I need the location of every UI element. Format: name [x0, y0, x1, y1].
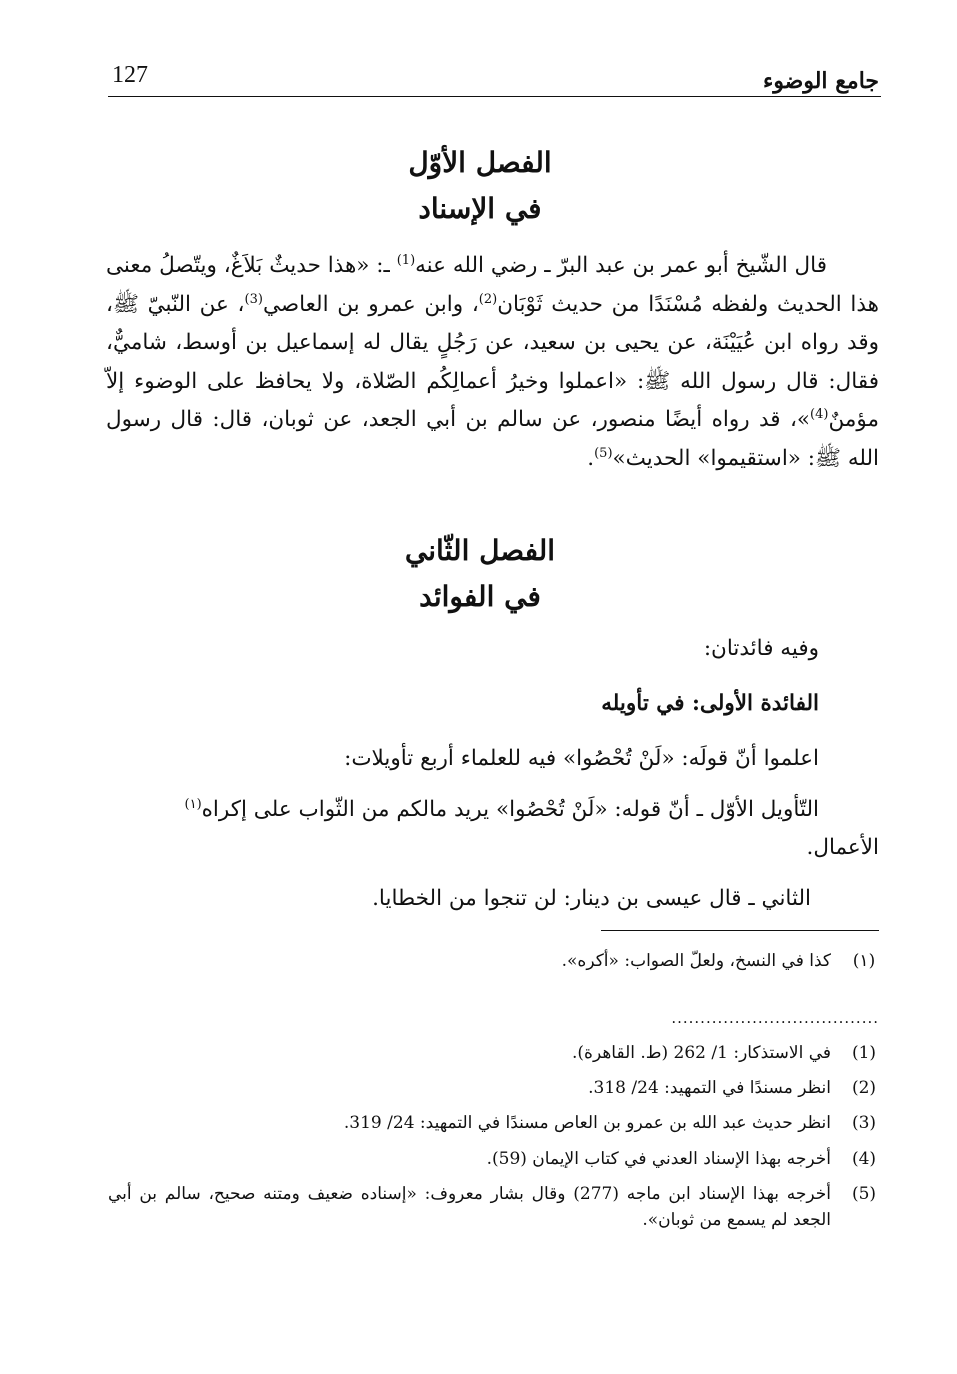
second-interpretation: الثاني ـ قال عيسى بن دينار: لن تنجوا من الخطايا. [372, 886, 811, 911]
footnote-item [108, 1075, 879, 1101]
chapter-one-heading [300, 140, 660, 232]
footnote-ref-1[interactable]: (1) [396, 252, 416, 268]
footnote-ref-2[interactable]: (2) [478, 291, 498, 307]
paragraph-text-mid4: »، قد رواه أيضًا منصور، عن سالم بن أبي الجعد، عن ثوبان، قال: قال رسول الله ﷺ: «استقيموا» الحديث» [106, 407, 879, 471]
paragraph-text-mid2: ، وابن عمرو بن العاصي [262, 291, 479, 317]
book-title: جامع الوضوء [762, 68, 879, 94]
footnote-item [108, 1040, 879, 1066]
running-header [112, 62, 879, 98]
footnote-item [108, 1110, 879, 1136]
footnote-number: (4) [851, 1149, 877, 1169]
page-number: 127 [112, 62, 148, 88]
editor-note-rule [601, 930, 879, 931]
first-benefit-heading: الفائدة الأولى: في تأويله [601, 691, 819, 716]
header-rule [108, 96, 881, 97]
footnote-text: أخرجه بهذا الإسناد العدني في كتاب الإيمان (59). [486, 1149, 831, 1169]
paragraph-text-mid1: ـ: «هذا حديثٌ بَلاَغٌ، ويتّصلُ معنى هذا الحديث ولفظه مُسْنَدًا من حديث ثَوْبَان [106, 253, 880, 317]
footnote-number: (5) [851, 1184, 877, 1204]
footnote-text: انظر مسندًا في التمهيد: 24/ 318. [588, 1078, 831, 1098]
editor-note [108, 948, 879, 974]
paragraph-text-mid3: ، عن النّبيّ ﷺ، وقد رواه ابن عُيَيْنَة، عن يحيى بن سعيد، عن رَجُلٍ يقال له إسماعيل بن أوسط، شاميٌّ، فقال: قال رسول الله ﷺ: «اعملوا وخيرُ أعمالِكُم الصّلاة، ولا يحافظ على الوضوء إلاّ مؤمنٌ [106, 291, 879, 432]
footnote-separator: .................................... [671, 1009, 879, 1025]
footnote-ref-4[interactable]: (4) [810, 406, 829, 422]
chapter-two-heading [300, 528, 660, 620]
paragraph-text-start: قال الشّيخ أبو عمر بن عبد البرّ ـ رضي الله عنه [415, 253, 827, 278]
footnote-ref-5[interactable]: (5) [594, 445, 613, 461]
editor-note-text: كذا في النسخ، ولعلّ الصواب: «أكره». [561, 951, 831, 971]
first-interpretation-text: التّأويل الأوّل ـ أنّ قوله: «لَنْ تُحْصُوا» يريد مالكم من الثّواب على إكراه [201, 797, 819, 823]
paragraph-text-end: . [587, 445, 595, 471]
footnote-text: أخرجه بهذا الإسناد ابن ماجه (277) وقال بشار معروف: «إسناده ضعيف ومتنه صحيح، سالم بن أبي الجعد لم يسمع من ثوبان». [108, 1184, 831, 1230]
chapter-one-title: الفصل الأوّل [408, 146, 552, 179]
editor-note-number: (١) [852, 951, 876, 971]
benefits-intro: وفيه فائدتان: [703, 636, 819, 661]
chapter-two-title: الفصل الثّاني [404, 534, 556, 567]
footnote-item [108, 1181, 879, 1233]
footnote-text: انظر حديث عبد الله بن عمرو بن العاص مسندًا في التمهيد: 24/ 319. [343, 1113, 831, 1133]
footnote-number: (1) [851, 1043, 877, 1063]
interpretations-intro: اعلموا أنّ قولَه: «لَنْ تُحْصُوا» فيه للعلماء أربع تأويلات: [344, 746, 819, 771]
first-interpretation [185, 790, 820, 825]
first-interpretation-continued: الأعمال. [806, 835, 879, 860]
footnote-number: (2) [851, 1078, 877, 1098]
chapter-two-subtitle: في الفوائد [419, 580, 541, 613]
footnote-ref-3[interactable]: (3) [244, 291, 263, 307]
footnote-item [108, 1146, 879, 1172]
footnote-number: (3) [851, 1113, 877, 1133]
editor-note-ref[interactable]: (١) [184, 797, 202, 812]
footnote-text: في الاستذكار: 1/ 262 (ط. القاهرة). [572, 1043, 831, 1063]
chapter-one-subtitle: في الإسناد [418, 192, 542, 225]
chapter-one-paragraph [106, 247, 879, 478]
